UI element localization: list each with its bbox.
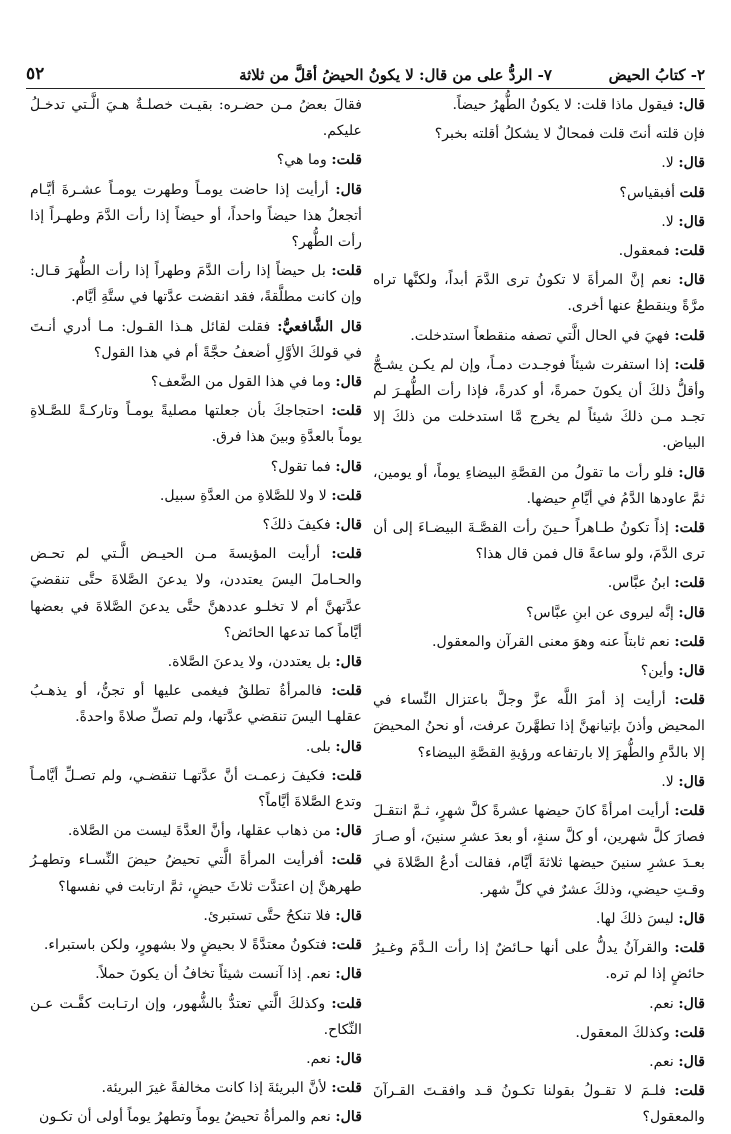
paragraph <box>373 570 705 596</box>
paragraph-text: فلـمَ لا تقـولُ بقولنا تكـونُ قـد وافقـتَ القـرآنَ والمعقول؟ <box>373 1083 705 1126</box>
paragraph <box>373 515 705 567</box>
running-header <box>26 62 705 89</box>
paragraph-text: إذاً تكونُ طـاهراً حـينَ رأت القصَّـةَ البيضـاءَ إلى أن ترى الدَّمَ، ولو ساعةً قال فمن قال هذا؟ <box>373 520 705 563</box>
paragraph-text: فقالَ بعضُ مـن حضـره: بقيـت خصلـةٌ هـيَ الَّـتي تدخـلُ عليكم. <box>30 97 362 140</box>
speaker-label: قال: <box>335 966 362 983</box>
paragraph-text: وكذلكَ المعقول. <box>575 1024 675 1041</box>
paragraph-text: فهيَ في الحال الَّتي تصفه منقطعاً استدخلت. <box>410 327 675 344</box>
speaker-label: قلت <box>679 184 705 201</box>
paragraph <box>373 629 705 655</box>
speaker-label: قلت: <box>674 940 705 957</box>
speaker-label: قال: <box>335 517 362 534</box>
paragraph <box>30 1075 362 1101</box>
paragraph-text: فتكونُ معتدَّةً لا بحيضٍ ولا بشهورٍ، ولكن باستبراء. <box>43 937 332 954</box>
paragraph-text: نعم والمرأةُ تحيضُ يوماً وتطهرُ يوماً أولى أن تكـون <box>39 1109 336 1126</box>
paragraph-text: إنَّه ليروى عن ابنِ عبَّاس؟ <box>526 604 679 621</box>
paragraph <box>30 1104 362 1130</box>
paragraph <box>373 267 705 319</box>
paragraph-text: نعم. إذا آنست شيئاً تخافُ أن يكونَ حملاً. <box>95 966 336 983</box>
paragraph-text: لأنَّ البريئةَ إذا كانت مخالفةً غيرَ البريئة. <box>101 1080 332 1097</box>
paragraph <box>373 460 705 512</box>
paragraph-text: ابنُ عبَّاس. <box>607 575 675 592</box>
paragraph <box>30 734 362 760</box>
paragraph <box>30 398 362 450</box>
speaker-label: قلت: <box>674 692 705 709</box>
paragraph-text: فلو رأت ما تقولُ من القصَّةِ البيضاءِ يوماً، أو يومين، ثمَّ عاودها الدَّمُ في أيَّامِ حيضها. <box>373 464 705 507</box>
paragraph-text: فإن قلته أنتَ قلت فمحالٌ لا يشكلُ أقلته بخبر؟ <box>434 126 705 143</box>
speaker-label: قال: <box>335 823 362 840</box>
paragraph-text: أرأيت امرأةً كانَ حيضها عشرةً كلَّ شهرٍ، ثـمَّ انتقـلَ فصارَ كلَّ شهرين، أو كلَّ سنةٍ، أو بعدَ عشرِ سنينَ، أو صـارَ بعـدَ عشرِ سنينَ حيضها ثلاثةَ أيَّام، فقالت أدعُ الصَّلاةَ في وقـتِ حيضي، وذلكَ عشرٌ في كلِّ شهر. <box>373 803 705 898</box>
paragraph <box>30 678 362 730</box>
paragraph <box>30 258 362 310</box>
paragraph-text: فما تقول؟ <box>270 458 336 475</box>
paragraph-text: إذا استفرت شيئاً فوجـدت دمـاً، وإن لم يكـن يشـجُّ وأقلُّ ذلكَ أن يكونَ حمرةً، أو كدرةً، فإذا رأت الطُّهـرَ لم تجـد مـن ذلكَ شيئاً لم يخرج مَّا استدخلت من ذلكَ إلا البياض. <box>373 356 705 452</box>
paragraph-text: وأين؟ <box>640 663 679 680</box>
speaker-label: قلت: <box>674 243 705 260</box>
paragraph-text: أرأيت إذ أمرَ اللَّه عزَّ وجلَّ باعتزال النِّساء في المحيض وأذنَ بإتيانهنَّ إذا تطهَّرنَ عرفت، أو نحنُ المحيضَ إلا بالدَّمِ والطُّهرَ إلا بارتفاعه ورؤيةِ القصَّةِ البيضاء؟ <box>373 692 705 761</box>
paragraph <box>30 991 362 1043</box>
paragraph <box>373 352 705 457</box>
paragraph-text: لا ولا للصَّلاةِ من العدَّةِ سبيل. <box>159 487 332 504</box>
speaker-label: قلت: <box>331 1080 362 1097</box>
paragraph-text: وما هي؟ <box>276 152 332 169</box>
paragraph-text: نعم. <box>649 1053 679 1070</box>
paragraph-text: احتجاجكَ بأن جعلتها مصليةً يومـاً وتاركـةً للصَّـلاةِ يوماً بالعدَّةِ وبينَ هذا فرق. <box>30 403 362 446</box>
paragraph <box>373 658 705 684</box>
paragraph-text: فقلت لقائل هـذا القـول: مـا أدري أنـتَ في قولكَ الأوَّلِ أضعفُ حجَّةً أم في هذا القول؟ <box>30 318 362 361</box>
speaker-label: قال: <box>678 773 705 790</box>
section-title: ٧- الردُّ على من قال: لا يكونُ الحيضُ أقلَّ من ثلاثة <box>239 66 552 84</box>
paragraph <box>30 932 362 958</box>
paragraph <box>30 649 362 675</box>
paragraph <box>373 209 705 235</box>
paragraph <box>30 818 362 844</box>
paragraph-text: فمعقول. <box>618 243 675 260</box>
paragraph-text: ليسَ ذلكَ لها. <box>595 910 679 927</box>
paragraph <box>373 935 705 987</box>
speaker-label: قلت: <box>674 356 705 373</box>
paragraph-text: فالمرأةُ تطلقُ فيغمى عليها أو تجنُّ، أو يذهـبُ عقلهـا اليسَ تنقضي عدَّتها، ولم تصلِّ صلاةً واحدةً. <box>30 683 362 726</box>
paragraph <box>30 369 362 395</box>
paragraph <box>30 512 362 538</box>
paragraph <box>30 763 362 815</box>
paragraph <box>373 92 705 118</box>
paragraph-text: بل يعتددن، ولا يدعنَ الصَّلاة. <box>167 654 336 671</box>
speaker-label: قال: <box>335 907 362 924</box>
speaker-label: قال: <box>335 738 362 755</box>
speaker-label: قال: <box>678 213 705 230</box>
speaker-label: قال الشَّافعيُّ: <box>277 318 362 335</box>
speaker-label: قال: <box>335 374 362 391</box>
paragraph-text: فكيفَ زعمـت أنَّ عدَّتهـا تنقضـي، ولم تصـلِّ أيَّامـاً وتدع الصَّلاةَ أيَّاماً؟ <box>30 767 362 811</box>
speaker-label: قلت: <box>674 327 705 344</box>
speaker-label: قال: <box>335 458 362 475</box>
speaker-label: قلت: <box>331 767 362 784</box>
speaker-label: قلت: <box>674 1024 705 1041</box>
paragraph <box>30 454 362 480</box>
paragraph-text: لا. <box>661 773 679 790</box>
paragraph-text: نعم ثابتاً عنه وهوَ معنى القرآن والمعقول. <box>432 633 675 650</box>
speaker-label: قال: <box>678 663 705 680</box>
paragraph-text: أفرأيت المرأةَ الَّتي تحيضُ حيضَ النِّسـاء وتطهـرُ طهرهنَّ إن اعتدَّت ثلاثَ حيضٍ، ثمَّ ارتابت في نفسها؟ <box>30 852 362 895</box>
paragraph <box>373 600 705 626</box>
speaker-label: قال: <box>335 1050 362 1067</box>
speaker-label: قلت: <box>674 803 705 820</box>
speaker-label: قلت: <box>674 1083 705 1100</box>
paragraph-text: من ذهاب عقلها، وأنَّ العدَّةَ ليست من الصَّلاة. <box>67 823 336 840</box>
paragraph <box>30 92 362 144</box>
paragraph-text: وما في هذا القول من الضَّعف؟ <box>150 374 336 391</box>
page-number: ٥٢ <box>26 64 45 84</box>
paragraph <box>30 483 362 509</box>
speaker-label: قلت: <box>331 403 362 420</box>
paragraph-text: فيقول ماذا قلت: لا يكونُ الطُّهرُ حيضاً. <box>452 97 679 113</box>
speaker-label: قلت: <box>331 995 362 1012</box>
speaker-label: قال: <box>335 181 362 198</box>
speaker-label: قلت: <box>331 683 362 700</box>
paragraph <box>373 1020 705 1046</box>
speaker-label: قال: <box>678 604 705 621</box>
paragraph <box>373 238 705 264</box>
paragraph-text: فكيفَ ذلكَ؟ <box>262 517 336 534</box>
paragraph <box>373 180 705 206</box>
paragraph-text: والقرآنُ يدلُّ على أنها حـائضٌ إذا رأت الـدَّمَ وغـيرُ حائضٍ إذا لم تره. <box>373 940 705 983</box>
speaker-label: قال: <box>678 155 705 172</box>
speaker-label: قلت: <box>331 487 362 504</box>
paragraph <box>373 991 705 1017</box>
paragraph <box>30 177 362 256</box>
paragraph-text: لا. <box>661 213 679 230</box>
paragraph <box>30 847 362 899</box>
paragraph <box>373 798 705 903</box>
paragraph-text: بلى. <box>305 738 336 755</box>
speaker-label: قال: <box>678 1053 705 1070</box>
chapter-title: ٢- كتابُ الحيض <box>608 66 705 84</box>
speaker-label: قلت: <box>674 633 705 650</box>
speaker-label: قال: <box>678 995 705 1012</box>
paragraph <box>30 903 362 929</box>
paragraph <box>30 541 362 646</box>
speaker-label: قلت: <box>674 575 705 592</box>
speaker-label: قلت: <box>674 520 705 537</box>
paragraph-text: أرأيت إذا حاضت يومـاً وطهرت يومـاً عشـرةَ أيَّـام أتجعلُ هذا حيضاً واحداً، أو حيضاً إذا رأت الدَّمَ وطهـراً إذا رأت الطُّهر؟ <box>30 181 362 251</box>
speaker-label: قلت: <box>331 937 362 954</box>
paragraph <box>30 961 362 987</box>
paragraph <box>373 150 705 176</box>
speaker-label: قلت: <box>331 852 362 869</box>
left-column <box>30 92 362 1134</box>
paragraph <box>373 323 705 349</box>
speaker-label: قال: <box>678 272 705 289</box>
paragraph <box>373 1078 705 1130</box>
paragraph <box>373 687 705 766</box>
speaker-label: قال: <box>335 654 362 671</box>
paragraph-text: فلا تنكحُ حتَّى تستبرئ. <box>203 907 336 924</box>
paragraph-text: نعم إنَّ المرأةَ لا تكونُ ترى الدَّمَ أبداً، ولكنَّها تراه مرَّةً وينقطعُ عنها أخرى. <box>373 272 705 315</box>
paragraph-text: نعم. <box>306 1050 336 1067</box>
paragraph-text: نعم. <box>649 995 679 1012</box>
paragraph-text: أفبقياس؟ <box>619 184 680 201</box>
speaker-label: قلت: <box>331 263 362 280</box>
speaker-label: قلت: <box>331 152 362 169</box>
speaker-label: قلت: <box>331 546 362 563</box>
paragraph <box>373 1049 705 1075</box>
speaker-label: قال: <box>678 97 705 113</box>
paragraph <box>30 147 362 173</box>
paragraph-text: وكذلكَ الَّتي تعتدُّ بالشُّهور، وإن ارتـابت كفَّـت عـن النِّكاح. <box>30 995 362 1038</box>
speaker-label: قال: <box>678 910 705 927</box>
paragraph-text: لا. <box>661 155 679 172</box>
paragraph <box>373 906 705 932</box>
paragraph-text: بل حيضاً إذا رأت الدَّمَ وطهراً إذا رأت الطُّهرَ قـال: وإن كانت مطلَّقةً، فقد انقضت عدَّتها في ستَّةِ أيَّام. <box>30 263 362 306</box>
paragraph <box>30 314 362 366</box>
paragraph-text: أرأيت المؤيسةَ مـن الحيـض الَّـتي لم تحـض والحـاملَ اليسَ يعتددن، ولا يدعنَ الصَّلاةَ حتَّى تنقضيَ عدَّتهنَّ أم لا تخلـو عددهنَّ حتَّى يدعنَ الصَّلاةَ في بعضها أيَّاماً كما تدعها الحائض؟ <box>30 546 362 641</box>
paragraph <box>373 121 705 147</box>
speaker-label: قال: <box>335 1109 362 1126</box>
speaker-label: قال: <box>678 464 705 481</box>
right-column <box>373 92 705 1134</box>
paragraph <box>30 1046 362 1072</box>
paragraph <box>373 769 705 795</box>
